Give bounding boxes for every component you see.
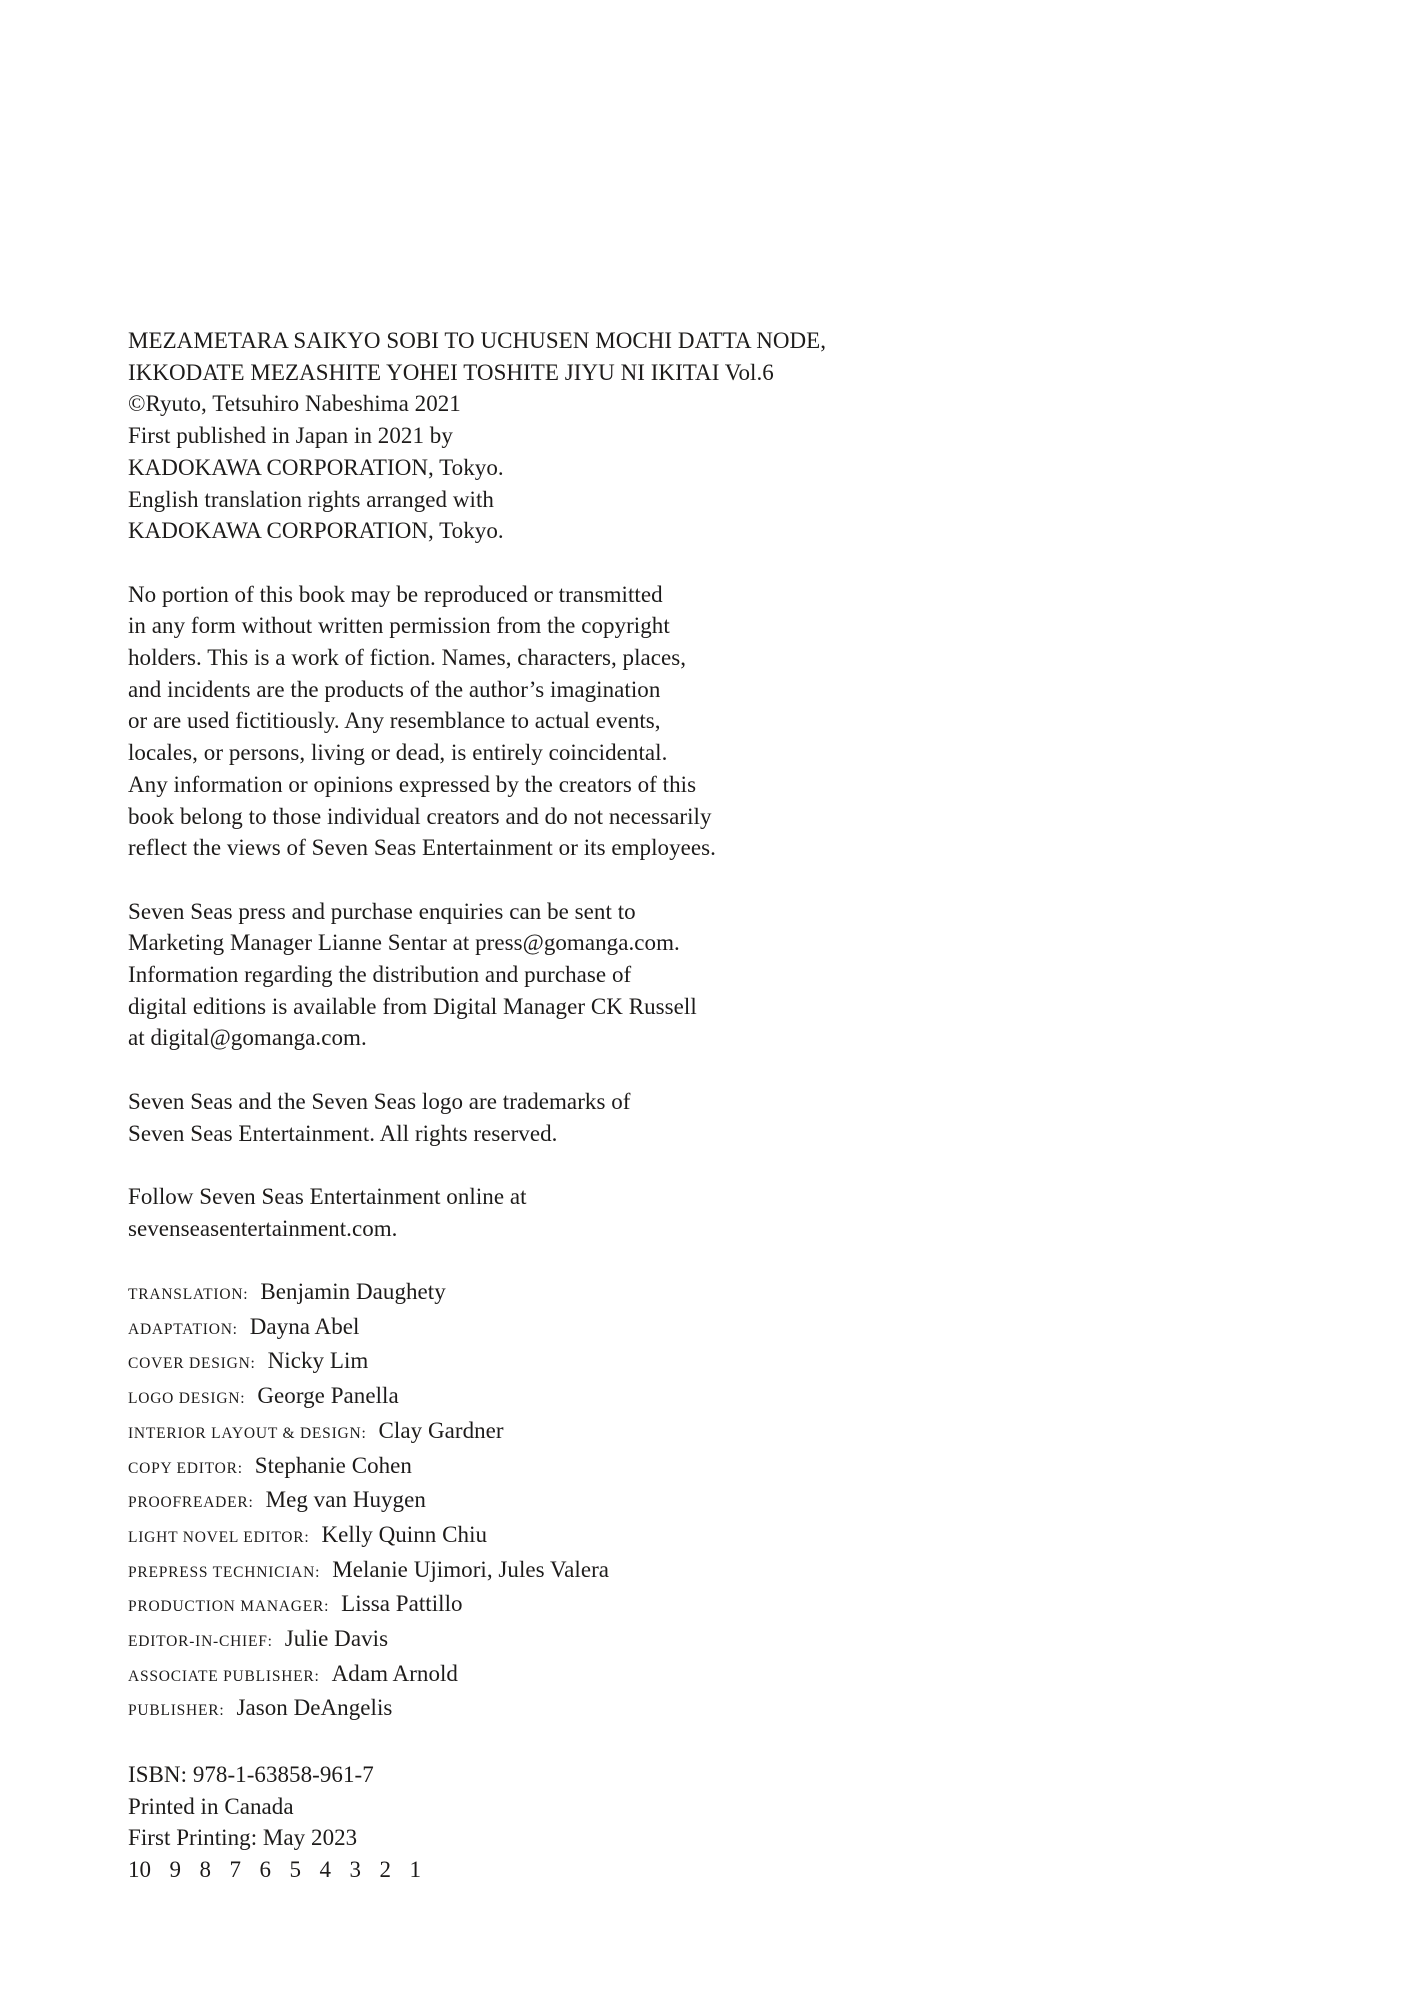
text-line: locales, or persons, living or dead, is entirely coincidental. [128,740,668,766]
credit-name: Jason DeAngelis [236,1695,393,1721]
credit-name: Benjamin Daughety [260,1279,446,1305]
credit-row-prepress-technician [128,1554,1108,1589]
credit-label: LOGO DESIGN: [128,1390,246,1408]
printed-in-line: Printed in Canada [128,1793,294,1819]
credit-name: Adam Arnold [331,1660,458,1686]
credit-row-editor-in-chief [128,1623,1108,1658]
first-printing-line: First Printing: May 2023 [128,1825,358,1851]
text-line: or are used fictitiously. Any resemblance to actual events, [128,708,661,734]
kadokawa-line-2: KADOKAWA CORPORATION, Tokyo. [128,518,504,544]
credit-name: Kelly Quinn Chiu [321,1521,488,1547]
text-line: No portion of this book may be reproduced or transmitted [128,581,663,607]
text-line: digital editions is available from Digital Manager CK Russell [128,993,697,1019]
credit-name: Nicky Lim [267,1348,369,1374]
text-line: book belong to those individual creators and do not necessarily [128,803,712,829]
credit-row-proofreader [128,1484,1108,1519]
text-line: Seven Seas Entertainment. All rights reserved. [128,1120,558,1146]
text-line: Seven Seas and the Seven Seas logo are trademarks of [128,1088,631,1114]
trademark-block [128,1086,1108,1149]
text-line: in any form without written permission from the copyright [128,613,670,639]
printing-info-block [128,1759,1108,1886]
first-published-line: First published in Japan in 2021 by [128,423,453,449]
kadokawa-line-1: KADOKAWA CORPORATION, Tokyo. [128,454,504,480]
credit-row-adaptation [128,1311,1108,1346]
credit-label: PRODUCTION MANAGER: [128,1598,330,1616]
credit-label: PUBLISHER: [128,1702,225,1720]
credit-row-publisher [128,1692,1108,1727]
colophon-text-block [128,325,1108,1886]
isbn-line: ISBN: 978-1-63858-961-7 [128,1761,374,1787]
rights-disclaimer-block [128,579,1108,864]
credit-row-light-novel-editor [128,1519,1108,1554]
credit-row-associate-publisher [128,1658,1108,1693]
credit-name: Dayna Abel [249,1313,360,1339]
credit-row-logo-design [128,1380,1108,1415]
credit-label: PREPRESS TECHNICIAN: [128,1563,321,1581]
credit-label: PROOFREADER: [128,1494,254,1512]
credit-row-copy-editor [128,1450,1108,1485]
follow-block [128,1181,1108,1244]
text-line: and incidents are the products of the author’s imagination [128,676,661,702]
credit-label: EDITOR-IN-CHIEF: [128,1633,273,1651]
text-line: Any information or opinions expressed by the creators of this [128,771,697,797]
title-romaji-line-1: MEZAMETARA SAIKYO SOBI TO UCHUSEN MOCHI DATTA NODE, [128,328,827,353]
press-email-line: Marketing Manager Lianne Sentar at press@gomanga.com. [128,930,680,956]
credit-label: ASSOCIATE PUBLISHER: [128,1667,320,1685]
text-line: reflect the views of Seven Seas Entertainment or its employees. [128,835,716,861]
credit-name: Meg van Huygen [265,1487,426,1513]
text-line: Seven Seas press and purchase enquiries can be sent to [128,898,636,924]
credit-label: ADAPTATION: [128,1320,238,1338]
publication-block [128,325,1108,547]
translation-rights-line: English translation rights arranged with [128,486,494,512]
credit-row-cover-design [128,1345,1108,1380]
credit-label: LIGHT NOVEL EDITOR: [128,1528,310,1546]
credit-name: George Panella [257,1383,399,1409]
contact-block [128,896,1108,1055]
credit-label: COVER DESIGN: [128,1355,256,1373]
text-line: Follow Seven Seas Entertainment online at [128,1183,527,1209]
credit-name: Clay Gardner [378,1417,504,1443]
copyright-line: ©Ryuto, Tetsuhiro Nabeshima 2021 [128,391,461,417]
text-line: Information regarding the distribution and purchase of [128,962,632,988]
printers-key-line: 10 9 8 7 6 5 4 3 2 1 [128,1856,422,1882]
credit-name: Melanie Ujimori, Jules Valera [332,1556,610,1582]
credit-name: Stephanie Cohen [254,1452,412,1478]
credit-row-interior-layout [128,1415,1108,1450]
credit-row-production-manager [128,1588,1108,1623]
credit-row-translation [128,1276,1108,1311]
credit-name: Lissa Pattillo [341,1591,463,1617]
title-romaji-line-2: IKKODATE MEZASHITE YOHEI TOSHITE JIYU NI IKITAI Vol.6 [128,359,774,385]
credit-name: Julie Davis [284,1626,389,1652]
credits-block [128,1276,1108,1727]
website-line: sevenseasentertainment.com. [128,1215,398,1241]
text-line: holders. This is a work of fiction. Names, characters, places, [128,645,687,671]
credit-label: INTERIOR LAYOUT & DESIGN: [128,1424,367,1442]
credit-label: COPY EDITOR: [128,1459,243,1477]
digital-email-line: at digital@gomanga.com. [128,1025,367,1051]
credit-label: TRANSLATION: [128,1286,249,1304]
